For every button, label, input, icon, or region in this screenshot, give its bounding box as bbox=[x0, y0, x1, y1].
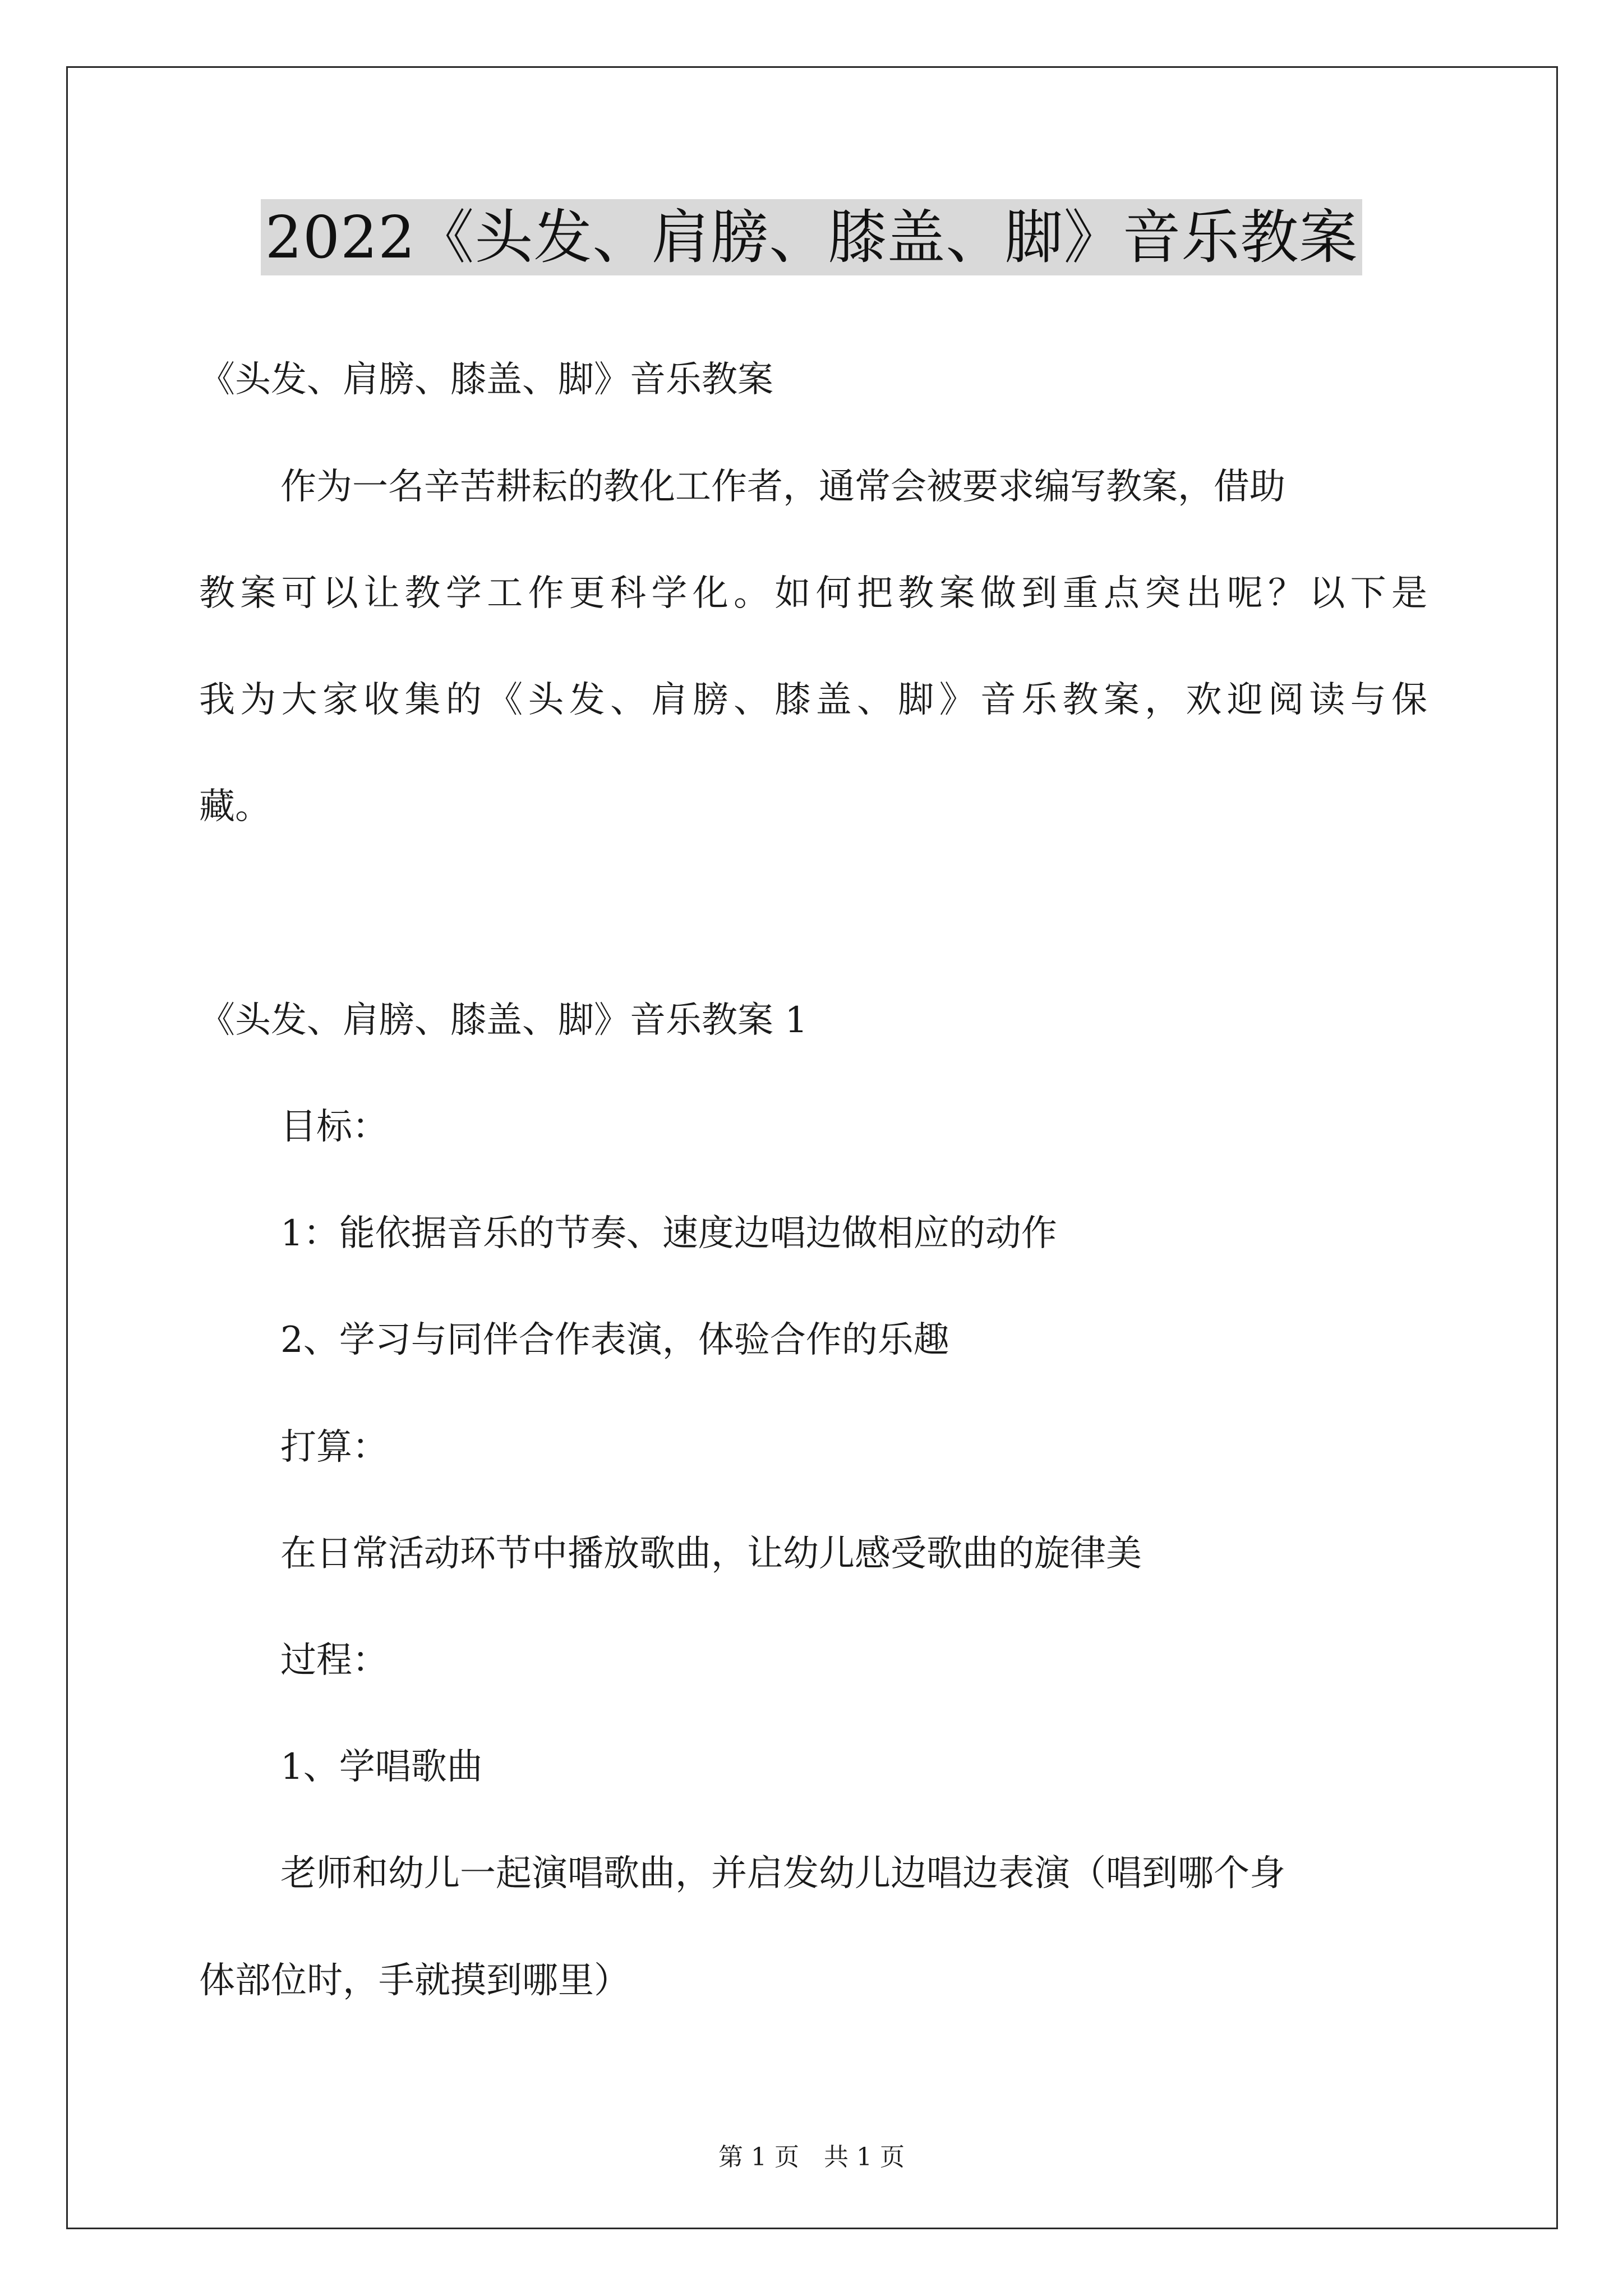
paragraph-line: 打算： bbox=[280, 1427, 388, 1468]
paragraph-line: 我为大家收集的《头发、肩膀、膝盖、脚》音乐教案，欢迎阅读与保 bbox=[199, 679, 1427, 721]
paragraph-line: 藏。 bbox=[199, 786, 271, 827]
paragraph-line: 教案可以让教学工作更科学化。如何把教案做到重点突出呢？以下是 bbox=[199, 573, 1427, 614]
page-footer: 第 1 页 共 1 页 bbox=[718, 2143, 905, 2171]
document-title: 2022《头发、肩膀、膝盖、脚》音乐教案 bbox=[261, 199, 1363, 275]
paragraph-line: 作为一名辛苦耕耘的教化工作者，通常会被要求编写教案，借助 bbox=[280, 466, 1285, 508]
paragraph-line: 2、学习与同伴合作表演，体验合作的乐趣 bbox=[280, 1319, 949, 1361]
paragraph-line: 1、学唱歌曲 bbox=[280, 1746, 483, 1788]
paragraph-line: 在日常活动环节中播放歌曲，让幼儿感受歌曲的旋律美 bbox=[280, 1533, 1142, 1575]
section-heading: 《头发、肩膀、膝盖、脚》音乐教案 1 bbox=[199, 1000, 808, 1041]
document-subtitle: 《头发、肩膀、膝盖、脚》音乐教案 bbox=[199, 359, 773, 401]
paragraph-line: 目标： bbox=[280, 1106, 388, 1148]
paragraph-line: 过程： bbox=[280, 1640, 388, 1681]
title-container bbox=[0, 199, 1623, 275]
paragraph-line: 体部位时，手就摸到哪里） bbox=[199, 1960, 630, 2001]
paragraph-line: 1：能依据音乐的节奏、速度边唱边做相应的动作 bbox=[280, 1213, 1057, 1254]
paragraph-line: 老师和幼儿一起演唱歌曲，并启发幼儿边唱边表演（唱到哪个身 bbox=[280, 1853, 1285, 1894]
